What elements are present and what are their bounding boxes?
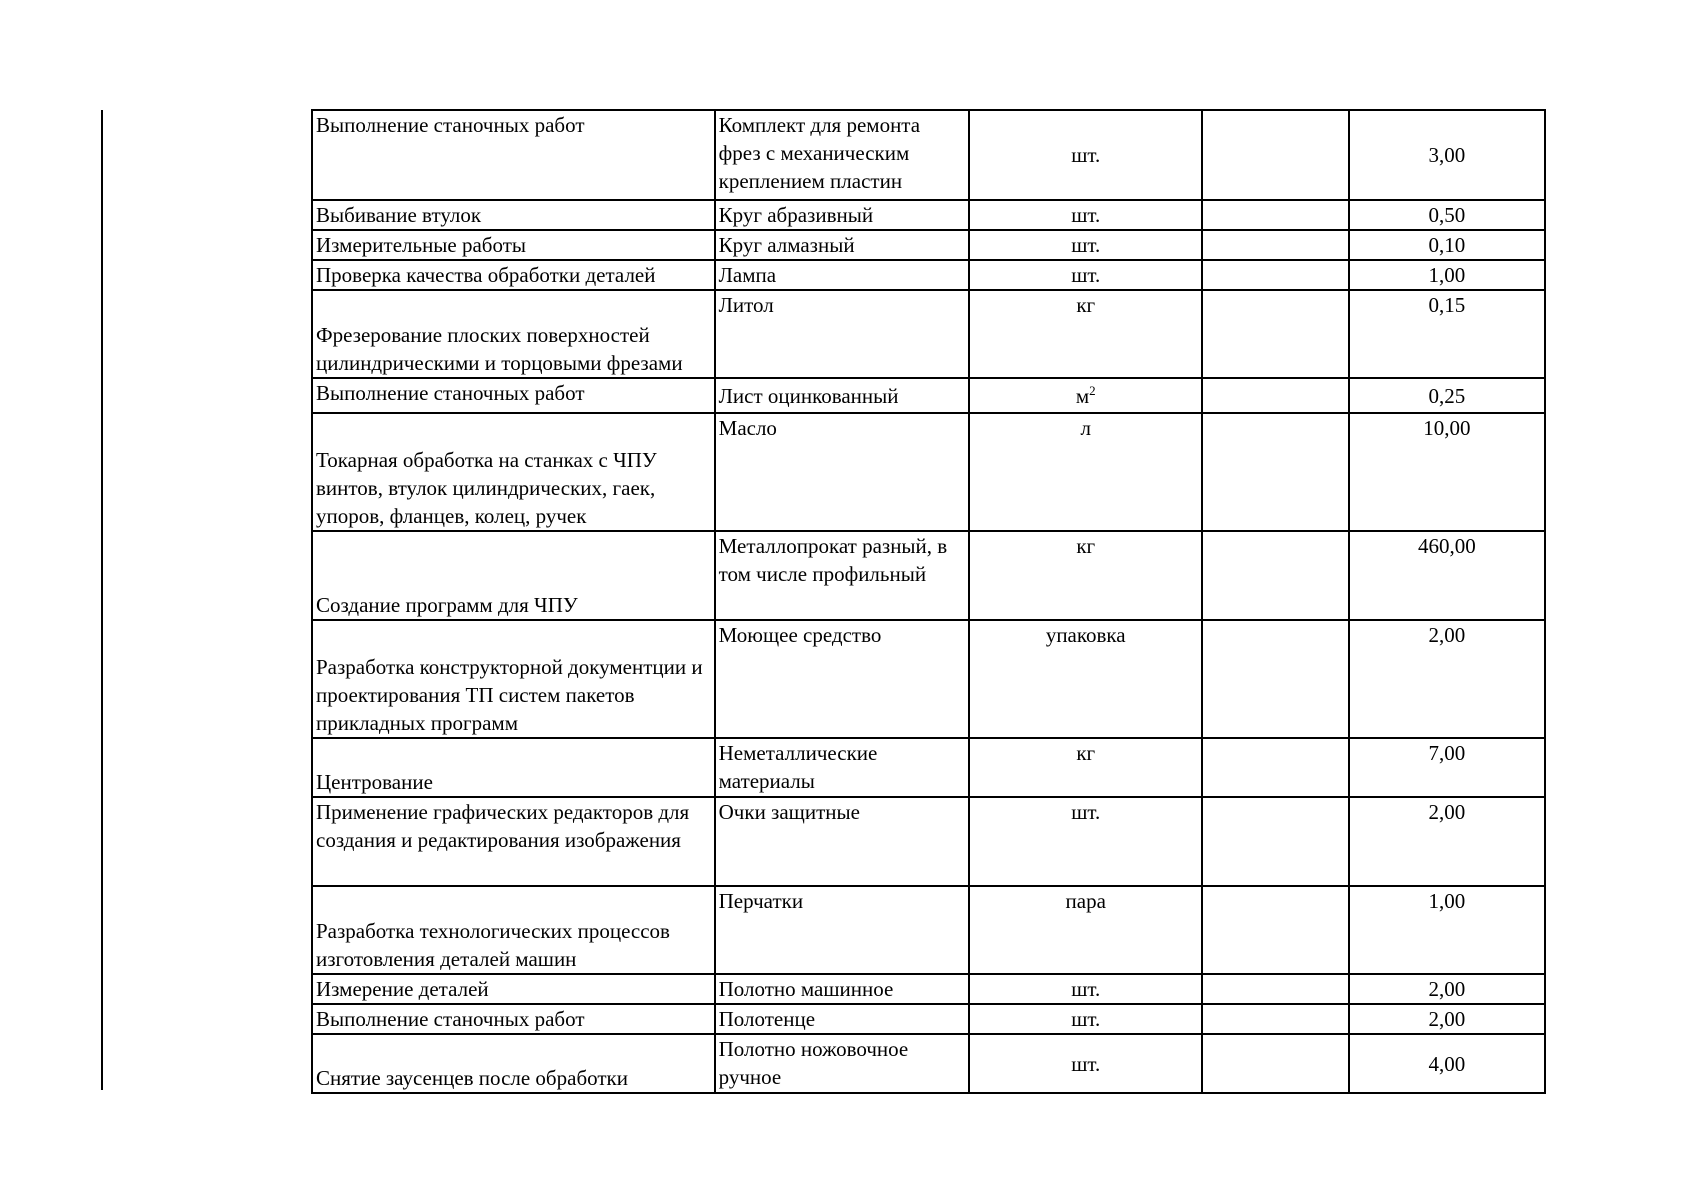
- quantity-cell: 2,00: [1349, 797, 1545, 886]
- material-cell: Неметаллические материалы: [715, 738, 969, 797]
- page-margin-line: [101, 110, 103, 1090]
- quantity-cell: 2,00: [1349, 974, 1545, 1004]
- unit-cell: пара: [969, 886, 1202, 974]
- unit-text: м: [1075, 383, 1090, 408]
- material-cell: Металлопрокат разный, в том числе профильный: [715, 531, 969, 620]
- unit-cell: шт.: [969, 200, 1202, 230]
- table-row: [312, 110, 1545, 200]
- work-cell: Фрезерование плоских поверхностей цилиндрическими и торцовыми фрезами: [312, 290, 715, 378]
- work-cell: Центрование: [312, 738, 715, 797]
- quantity-cell: 2,00: [1349, 620, 1545, 738]
- empty-cell: [1202, 200, 1348, 230]
- table-row: [312, 1004, 1545, 1034]
- work-cell: Применение графических редакторов для создания и редактирования изображения: [312, 797, 715, 886]
- material-cell: Полотно машинное: [715, 974, 969, 1004]
- table-row: [312, 531, 1545, 620]
- work-cell: Выполнение станочных работ: [312, 378, 715, 413]
- empty-cell: [1202, 230, 1348, 260]
- unit-cell: шт.: [969, 260, 1202, 290]
- material-cell: Лист оцинкованный: [715, 378, 969, 413]
- table-row: [312, 413, 1545, 531]
- empty-cell: [1202, 110, 1348, 200]
- quantity-cell: 0,15: [1349, 290, 1545, 378]
- empty-cell: [1202, 1004, 1348, 1034]
- table-row: [312, 230, 1545, 260]
- table-row: [312, 886, 1545, 974]
- unit-cell: шт.: [969, 230, 1202, 260]
- material-cell: Комплект для ремонта фрез с механическим креплением пластин: [715, 110, 969, 200]
- table-row: [312, 620, 1545, 738]
- empty-cell: [1202, 797, 1348, 886]
- unit-cell: кг: [969, 738, 1202, 797]
- work-cell: Токарная обработка на станках с ЧПУ винтов, втулок цилиндрических, гаек, упоров, фланцев, колец, ручек: [312, 413, 715, 531]
- unit-cell: [969, 378, 1202, 413]
- empty-cell: [1202, 886, 1348, 974]
- unit-cell: кг: [969, 290, 1202, 378]
- quantity-cell: 1,00: [1349, 260, 1545, 290]
- empty-cell: [1202, 260, 1348, 290]
- quantity-cell: 10,00: [1349, 413, 1545, 531]
- quantity-cell: 0,50: [1349, 200, 1545, 230]
- quantity-cell: 0,10: [1349, 230, 1545, 260]
- material-cell: Литол: [715, 290, 969, 378]
- empty-cell: [1202, 974, 1348, 1004]
- quantity-cell: 0,25: [1349, 378, 1545, 413]
- empty-cell: [1202, 531, 1348, 620]
- materials-table: [311, 109, 1546, 1094]
- table-row: [312, 290, 1545, 378]
- table-row: [312, 1034, 1545, 1093]
- unit-cell: л: [969, 413, 1202, 531]
- empty-cell: [1202, 413, 1348, 531]
- quantity-cell: 3,00: [1349, 110, 1545, 200]
- unit-cell: шт.: [969, 974, 1202, 1004]
- quantity-cell: 460,00: [1349, 531, 1545, 620]
- work-cell: Выбивание втулок: [312, 200, 715, 230]
- unit-cell: шт.: [969, 1004, 1202, 1034]
- material-cell: Моющее средство: [715, 620, 969, 738]
- material-cell: Полотенце: [715, 1004, 969, 1034]
- unit-cell: шт.: [969, 1034, 1202, 1093]
- material-cell: Круг абразивный: [715, 200, 969, 230]
- empty-cell: [1202, 738, 1348, 797]
- empty-cell: [1202, 620, 1348, 738]
- unit-cell: упаковка: [969, 620, 1202, 738]
- unit-cell: кг: [969, 531, 1202, 620]
- table-row: [312, 974, 1545, 1004]
- material-cell: Круг алмазный: [715, 230, 969, 260]
- table-row: [312, 378, 1545, 413]
- work-cell: Измерение деталей: [312, 974, 715, 1004]
- table-row: [312, 797, 1545, 886]
- material-cell: Полотно ножовочное ручное: [715, 1034, 969, 1093]
- work-cell: Выполнение станочных работ: [312, 1004, 715, 1034]
- work-cell: Измерительные работы: [312, 230, 715, 260]
- unit-cell: шт.: [969, 110, 1202, 200]
- quantity-cell: 4,00: [1349, 1034, 1545, 1093]
- quantity-cell: 1,00: [1349, 886, 1545, 974]
- work-cell: Снятие заусенцев после обработки: [312, 1034, 715, 1093]
- work-cell: Проверка качества обработки деталей: [312, 260, 715, 290]
- quantity-cell: 7,00: [1349, 738, 1545, 797]
- empty-cell: [1202, 1034, 1348, 1093]
- work-cell: Разработка конструкторной документции и проектирования ТП систем пакетов прикладных программ: [312, 620, 715, 738]
- material-cell: Перчатки: [715, 886, 969, 974]
- material-cell: Очки защитные: [715, 797, 969, 886]
- material-cell: Масло: [715, 413, 969, 531]
- empty-cell: [1202, 290, 1348, 378]
- work-cell: Выполнение станочных работ: [312, 110, 715, 200]
- material-cell: Лампа: [715, 260, 969, 290]
- work-cell: Создание программ для ЧПУ: [312, 531, 715, 620]
- work-cell: Разработка технологических процессов изготовления деталей машин: [312, 886, 715, 974]
- unit-superscript: 2: [1089, 382, 1096, 398]
- empty-cell: [1202, 378, 1348, 413]
- unit-cell: шт.: [969, 797, 1202, 886]
- table-row: [312, 200, 1545, 230]
- table-row: [312, 260, 1545, 290]
- table-row: [312, 738, 1545, 797]
- quantity-cell: 2,00: [1349, 1004, 1545, 1034]
